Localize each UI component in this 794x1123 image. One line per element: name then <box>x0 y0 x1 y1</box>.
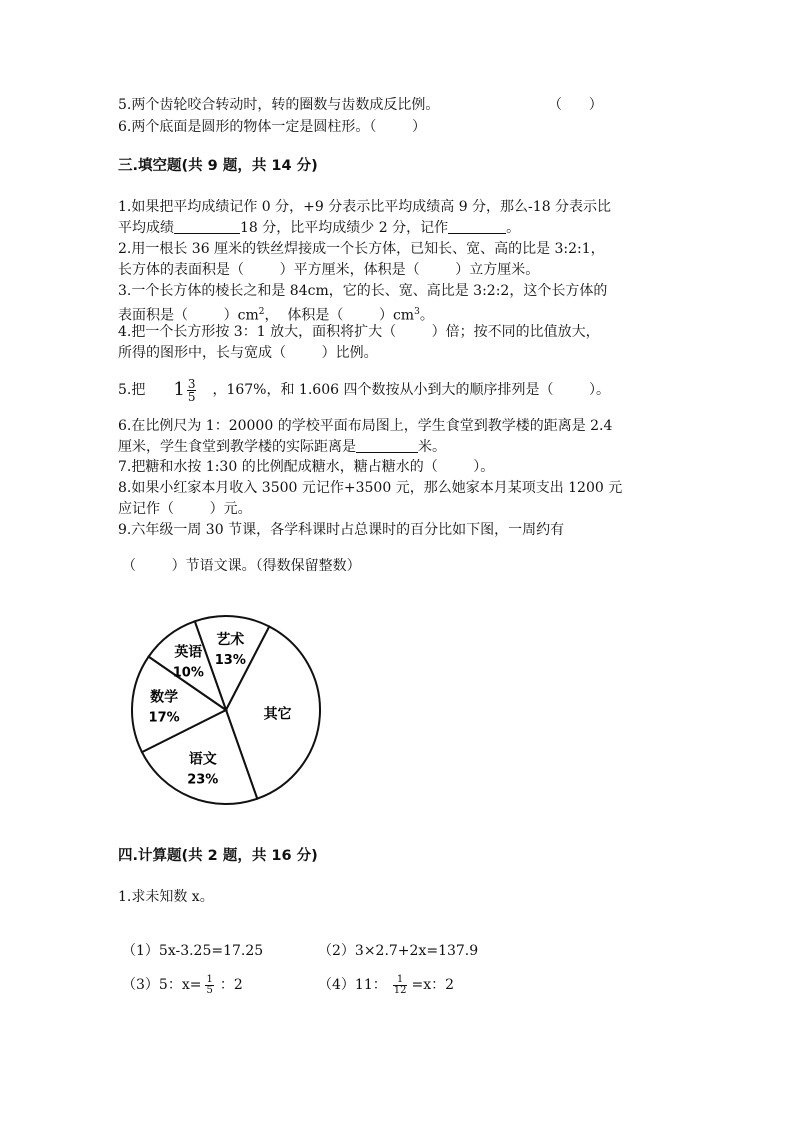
equation-4-text-b: =x：2 <box>411 977 455 993</box>
equation-3 <box>122 970 243 1000</box>
fill-q5 <box>118 375 610 405</box>
equation-4 <box>318 970 454 1000</box>
equation-3-fraction <box>205 975 213 996</box>
judge-q5 <box>118 95 439 115</box>
fill-q1-line2 <box>118 218 520 238</box>
pie-slice-name: 艺术 <box>216 632 245 649</box>
pie-slice-name: 其它 <box>263 706 292 723</box>
fill-q2-line1: 2.用一根长 36 厘米的铁丝焊接成一个长方体，已知长、宽、高的比是 3:2:1， <box>118 241 605 257</box>
answer-blank[interactable] <box>174 219 240 234</box>
fill-q8-line2: 应记作（ ）元。 <box>118 501 252 517</box>
fill-q1-text-a: 平均成绩 <box>118 220 174 236</box>
fill-q3-text-b: ， 体积是（ ）cm <box>264 307 415 324</box>
fill-q1-text-b: 18 分，比平均成绩少 2 分，记作 <box>240 220 449 236</box>
fraction-denominator: 12 <box>393 984 407 996</box>
fill-q9-line1: 9.六年级一周 30 节课，各学科课时占总课时的百分比如下图，一周约有 <box>118 522 565 538</box>
equation-4-text-a: （4）11： <box>318 977 387 993</box>
fill-q6-text-a: 厘米，学生食堂到教学楼的实际距离是 <box>118 439 356 455</box>
pie-slice-percent: 10% <box>172 665 204 681</box>
answer-blank[interactable] <box>356 438 418 453</box>
judge-q5-text: 5.两个齿轮咬合转动时，转的圈数与齿数成反比例。 <box>118 97 440 113</box>
fill-q3-line1: 3.一个长方体的棱长之和是 84cm，它的长、宽、高比是 3:2:2，这个长方体的 <box>118 283 608 299</box>
calc-q1: 1.求未知数 x。 <box>118 889 214 905</box>
fill-q5-text-a: 5.把 <box>118 382 146 398</box>
equation-1: （1）5x-3.25=17.25 <box>122 943 264 959</box>
pie-slice-percent: 17% <box>148 710 180 726</box>
fill-q8-line1: 8.如果小红家本月收入 3500 元记作+3500 元，那么她家本月某项支出 1200 元 <box>118 480 623 496</box>
fraction-numerator: 3 <box>187 376 196 391</box>
fill-q4-line1: 4.把一个长方形按 3：1 放大，面积将扩大（ ）倍；按不同的比值放大， <box>118 324 600 340</box>
fraction-numerator: 1 <box>393 975 408 986</box>
equation-2: （2）3×2.7+2x=137.9 <box>318 943 479 959</box>
fill-q3-text-c: 。 <box>419 307 434 324</box>
exponent: 3 <box>414 307 420 317</box>
fill-q1-text-c: 。 <box>506 220 521 236</box>
fraction-numerator: 1 <box>206 973 213 985</box>
fill-q6-line2 <box>118 437 446 457</box>
fraction-denominator: 5 <box>187 389 196 404</box>
fill-q5-text-b: ，167%，和 1.606 四个数按从小到大的顺序排列是（ ）。 <box>212 382 611 398</box>
fill-q7: 7.把糖和水按 1:30 的比例配成糖水，糖占糖水的（ ）。 <box>118 459 495 475</box>
pie-slice-name: 数学 <box>150 689 179 706</box>
fill-q1-line1: 1.如果把平均成绩记作 0 分，+9 分表示比平均成绩高 9 分，那么-18 分表示比 <box>118 199 612 215</box>
equation-3-text-b: ：2 <box>219 977 243 993</box>
fill-q4-line2: 所得的图形中，长与宽成（ ）比例。 <box>118 345 378 361</box>
fill-q3-text-a: 表面积是（ ）cm <box>118 307 259 324</box>
judge-q6: 6.两个底面是圆形的物体一定是圆柱形。（ ） <box>118 119 426 135</box>
pie-slice-percent: 23% <box>187 772 219 788</box>
pie-slice-name: 语文 <box>188 751 217 768</box>
equation-4-fraction <box>393 975 408 996</box>
answer-blank[interactable] <box>448 219 506 234</box>
section-heading-calc: 四.计算题(共 2 题，共 16 分) <box>118 848 318 864</box>
pie-chart <box>128 612 328 812</box>
equation-3-text-a: （3）5：x= <box>122 977 202 993</box>
exponent: 2 <box>258 307 265 317</box>
pie-slice-percent: 13% <box>214 653 246 669</box>
fraction-denominator: 5 <box>206 984 213 996</box>
fill-q2-line2: 长方体的表面积是（ ）平方厘米，体积是（ ）立方厘米。 <box>118 262 540 278</box>
fill-q6-text-b: 米。 <box>418 439 446 455</box>
judge-q5-paren: （ ） <box>548 97 603 113</box>
mixed-number-whole: 1 <box>173 379 185 400</box>
pie-slice-name: 英语 <box>174 644 203 661</box>
fill-q6-line1: 6.在比例尺为 1：20000 的学校平面布局图上，学生食堂到教学楼的距离是 2.4 <box>118 418 613 434</box>
section-heading-fill: 三.填空题(共 9 题，共 14 分) <box>118 158 318 174</box>
mixed-number-fraction <box>187 378 197 403</box>
fill-q9-line2: （ ）节语文课。（得数保留整数） <box>122 558 361 574</box>
